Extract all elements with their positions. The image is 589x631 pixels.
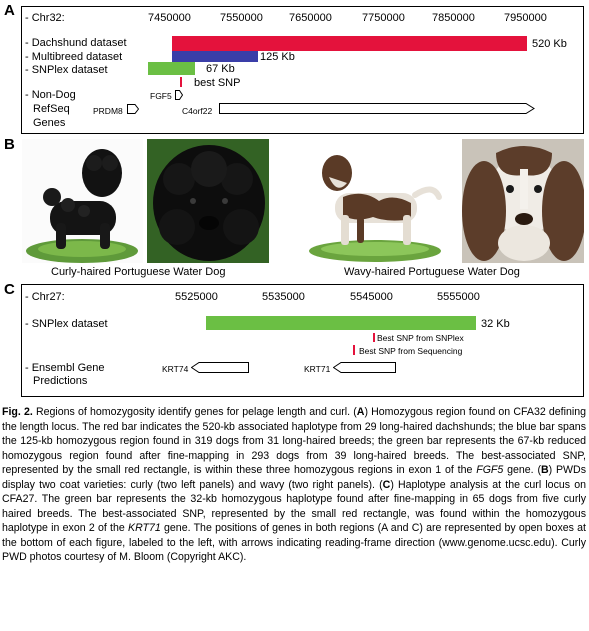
best-snp-label-a: best SNP: [194, 77, 241, 89]
panel-c-tick-1: 5525000: [175, 291, 218, 303]
best-snp-snplex-marker: [373, 333, 375, 342]
caption-part-4: ) PWDs display two coat varieties: curly (two left panels) and wavy (two right panels). (: [2, 464, 586, 491]
wavy-dog-head-photo: [462, 139, 584, 263]
panel-c-letter: C: [4, 281, 15, 298]
gene-krt71-label: KRT71: [304, 364, 331, 374]
curly-dog-fullbody-photo: [22, 139, 143, 263]
wavy-dog-fullbody-photo: [293, 139, 457, 263]
genes-c-label-1: - Ensembl Gene: [25, 362, 105, 374]
genes-a-label-3: Genes: [33, 117, 66, 129]
wavy-caption: Wavy-haired Portuguese Water Dog: [344, 266, 520, 278]
panel-a-tick-5: 7850000: [432, 12, 475, 24]
caption-part-5: ) Haplotype analysis at the curl locus on CFA27. The green bar represents the 32-kb homozygous haplotype found after fine-mapping in 65 dogs from five curly haired breeds. The best-associated SNP, represented by the small red rectangle, was found within the homozygous haplotype in exon 2 of the: [2, 478, 586, 534]
dachshund-size: 520 Kb: [532, 38, 567, 50]
snplex-c-label: - SNPlex dataset: [25, 318, 108, 330]
gene-krt74-label: KRT74: [162, 364, 189, 374]
panel-c-tick-3: 5545000: [350, 291, 393, 303]
best-snp-marker-a: [180, 77, 182, 87]
panel-c-tick-2: 5535000: [262, 291, 305, 303]
caption-fig-label: Fig. 2.: [2, 406, 33, 418]
panel-a-tick-3: 7650000: [289, 12, 332, 24]
gene-prdm8-box: [127, 104, 139, 114]
gene-c4orf22-label: C4orf22: [182, 106, 213, 116]
panel-a-tick-1: 7450000: [148, 12, 191, 24]
panel-a-tick-2: 7550000: [220, 12, 263, 24]
gene-c4orf22-box: [219, 103, 535, 114]
snplex-a-label: - SNPlex dataset: [25, 64, 108, 76]
best-snp-snplex-label: Best SNP from SNPlex: [377, 333, 464, 343]
genes-c-label-2: Predictions: [33, 375, 88, 387]
caption-part-2: ) Homozygous region found on CFA32 defining the length locus. The red bar indicates the 520-kb associated haplotype from 29 long-haired dachshunds; the blue bar spans the 125-kb homozygous region found in 319 dogs from 31 long-haired breeds; the green bar represents the 67-kb reduced homozygous region found after fine-mapping in 293 dogs from 39 long-haired breeds. The best-associated SNP, represented by the small red rectangle, is within these three homozygous regions in exon 1 of the: [2, 406, 586, 476]
curly-dog-head-photo: [147, 139, 269, 263]
multibreed-bar: [172, 51, 258, 62]
panel-c-tick-4: 5555000: [437, 291, 480, 303]
snplex-a-size: 67 Kb: [206, 63, 235, 75]
gene-prdm8-label: PRDM8: [93, 106, 123, 116]
genes-a-label-2: RefSeq: [33, 103, 70, 115]
genes-a-label-1: - Non-Dog: [25, 89, 76, 101]
panel-c-chrom-label: - Chr27:: [25, 291, 65, 303]
caption-a-ref: A: [356, 406, 365, 418]
snplex-c-size: 32 Kb: [481, 318, 510, 330]
caption-part-1: Regions of homozygosity identify genes for pelage length and curl. (: [32, 406, 357, 418]
panel-a-tick-4: 7750000: [362, 12, 405, 24]
dachshund-label: - Dachshund dataset: [25, 37, 127, 49]
panel-a-tick-6: 7950000: [504, 12, 547, 24]
dachshund-bar: [172, 36, 527, 51]
caption-c-ref: C: [382, 478, 391, 491]
figure-caption: [2, 405, 586, 565]
panel-a-chrom-label: - Chr32:: [25, 12, 65, 24]
caption-fgf5: FGF5: [476, 464, 504, 476]
gene-krt74-box: [191, 362, 249, 373]
gene-krt71-box: [333, 362, 396, 373]
best-snp-seq-label: Best SNP from Sequencing: [359, 346, 463, 356]
multibreed-label: - Multibreed dataset: [25, 51, 123, 63]
caption-part-3: gene. (: [503, 464, 541, 476]
panel-a-letter: A: [4, 2, 15, 19]
best-snp-seq-marker: [353, 345, 355, 355]
caption-b-ref: B: [540, 464, 549, 476]
snplex-a-bar: [148, 62, 195, 75]
gene-fgf5-label: FGF5: [150, 91, 172, 101]
caption-part-6: gene. The positions of genes in both regions (A and C) are represented by open boxes at the bottom of each figure, labeled to the left, with arrows indicating reading-frame direction (www.genome.ucsc.edu). Curly PWD photos courtesy of M. Bloom (Copyright AKC).: [2, 522, 586, 563]
caption-krt71: KRT71: [128, 522, 161, 534]
panel-b-letter: B: [4, 136, 15, 153]
curly-caption: Curly-haired Portuguese Water Dog: [51, 266, 226, 278]
multibreed-size: 125 Kb: [260, 51, 295, 63]
gene-fgf5-box: [175, 90, 183, 100]
snplex-c-bar: [206, 316, 476, 330]
